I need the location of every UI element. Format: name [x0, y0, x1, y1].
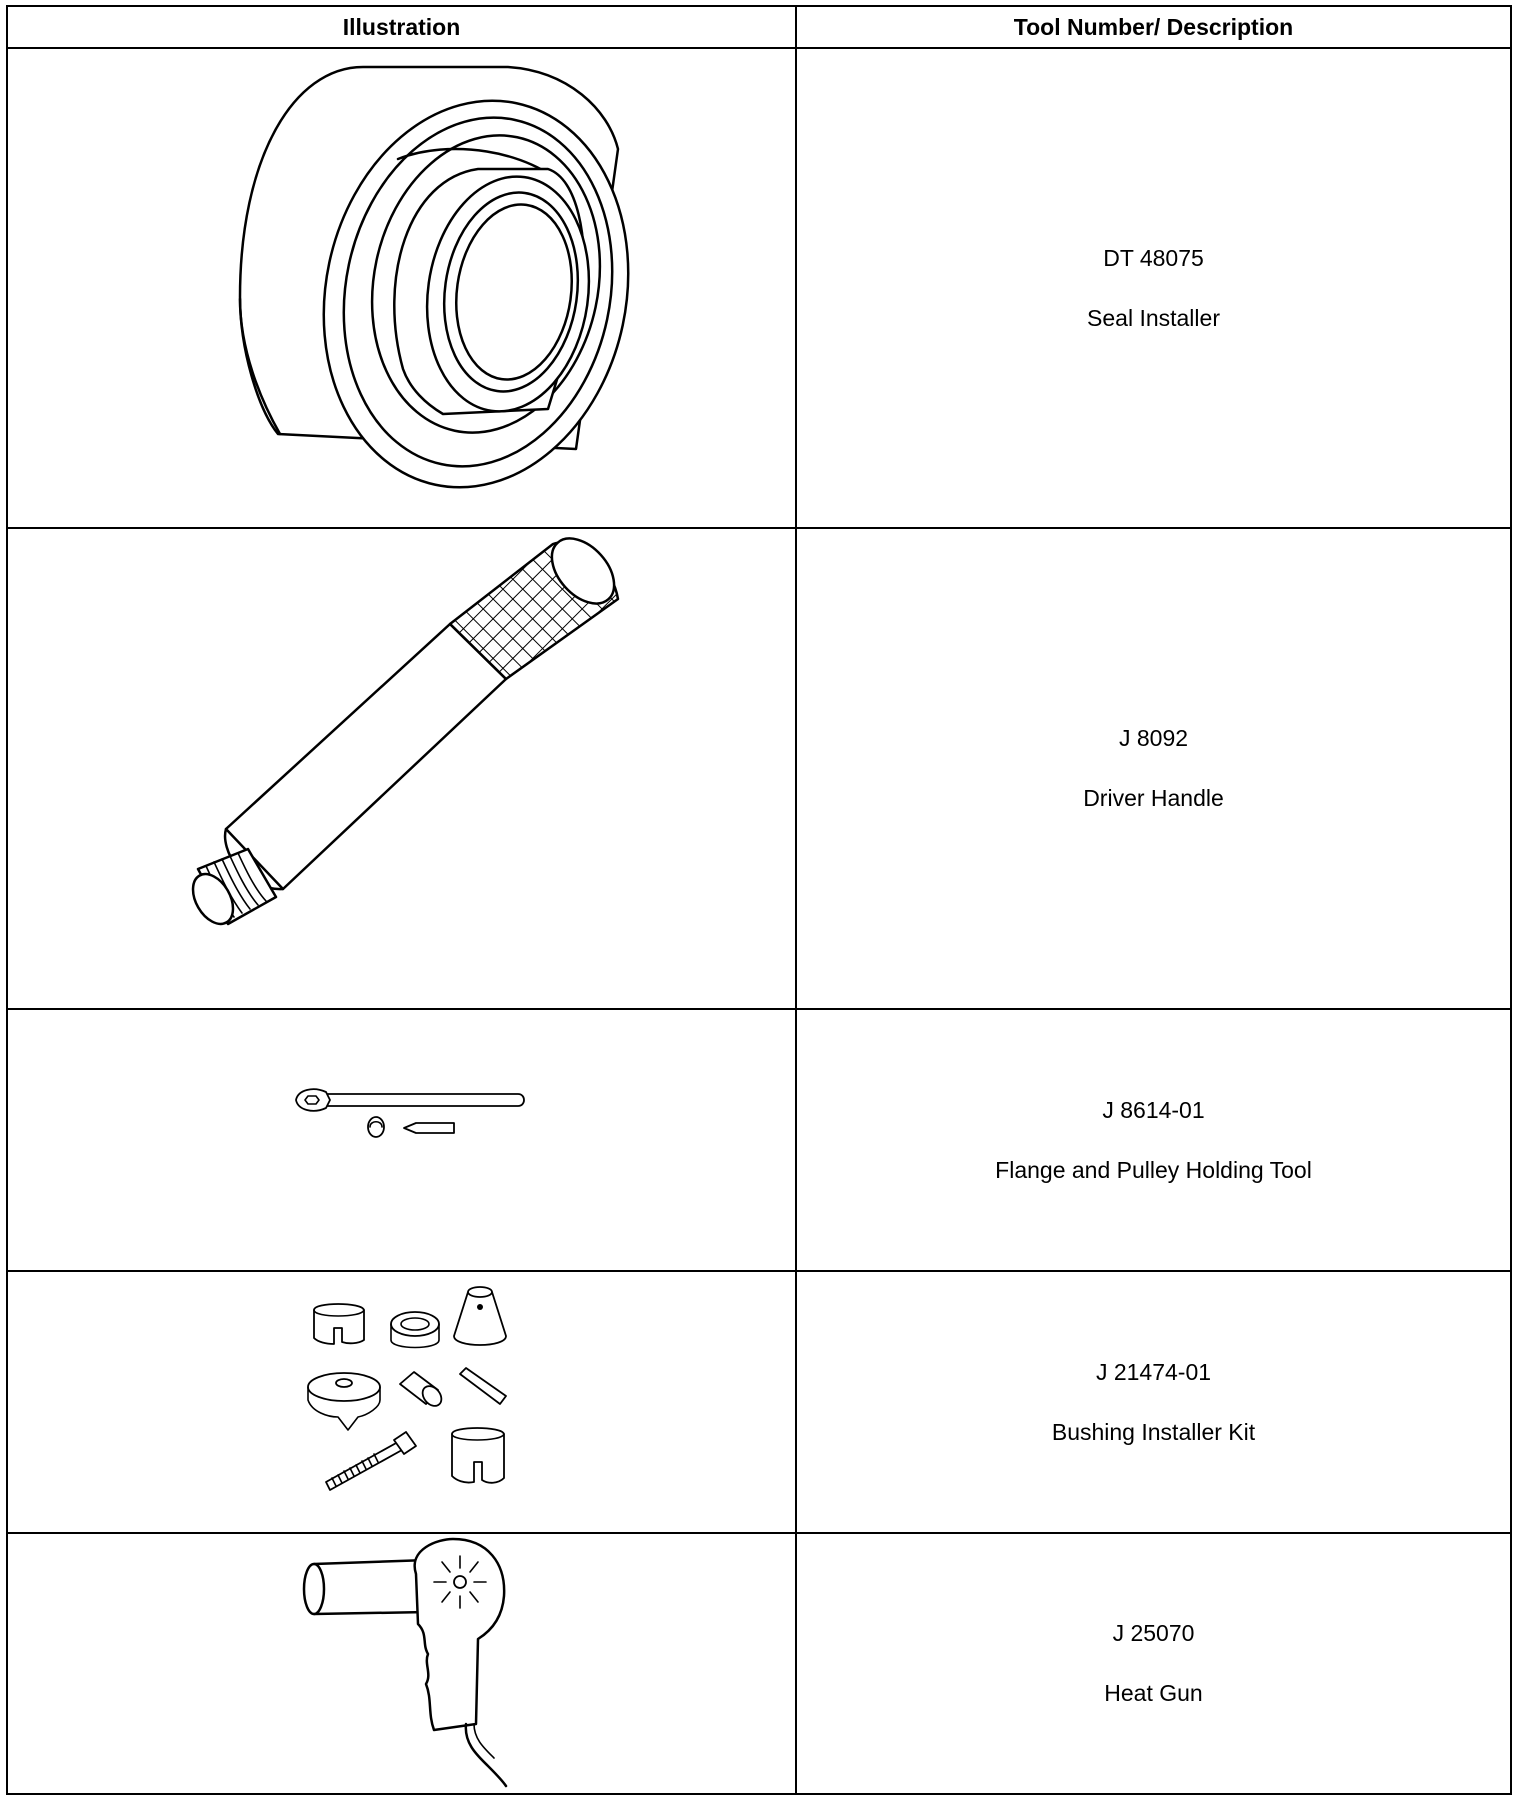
illustration-cell [7, 1533, 796, 1794]
tool-description: Seal Installer [1087, 304, 1220, 331]
illustration-column-header: Illustration [7, 6, 796, 48]
illustration-cell [7, 48, 796, 528]
tool-number: J 8092 [1118, 725, 1189, 751]
tool-description: Flange and Pulley Holding Tool [995, 1156, 1312, 1183]
seal-installer-icon [8, 49, 797, 527]
table-row [7, 48, 1511, 528]
flange-holding-tool-icon [8, 1010, 797, 1270]
description-cell [796, 1533, 1511, 1794]
table-row [7, 1009, 1511, 1271]
table-row [7, 1533, 1511, 1794]
tool-description: Driver Handle [1083, 785, 1224, 811]
illustration-cell [7, 1009, 796, 1271]
table-header-row [7, 6, 1511, 48]
bushing-installer-kit-icon [8, 1272, 797, 1532]
illustration-cell [7, 1271, 796, 1533]
description-column-header: Tool Number/ Description [796, 6, 1511, 48]
description-cell [796, 528, 1511, 1009]
table-row [7, 528, 1511, 1009]
description-cell [796, 1009, 1511, 1271]
tool-number: J 21474-01 [1095, 1358, 1212, 1385]
tool-description: Bushing Installer Kit [1051, 1418, 1256, 1445]
tool-number: J 8614-01 [1102, 1096, 1205, 1123]
description-cell [796, 48, 1511, 528]
heat-gun-icon [8, 1534, 797, 1793]
table-row [7, 1271, 1511, 1533]
tool-number: DT 48075 [1103, 244, 1204, 271]
special-tools-table [6, 5, 1512, 1795]
description-cell [796, 1271, 1511, 1533]
tool-description: Heat Gun [1104, 1680, 1203, 1706]
tool-number: J 25070 [1112, 1620, 1195, 1646]
illustration-cell [7, 528, 796, 1009]
driver-handle-icon [8, 529, 797, 1008]
